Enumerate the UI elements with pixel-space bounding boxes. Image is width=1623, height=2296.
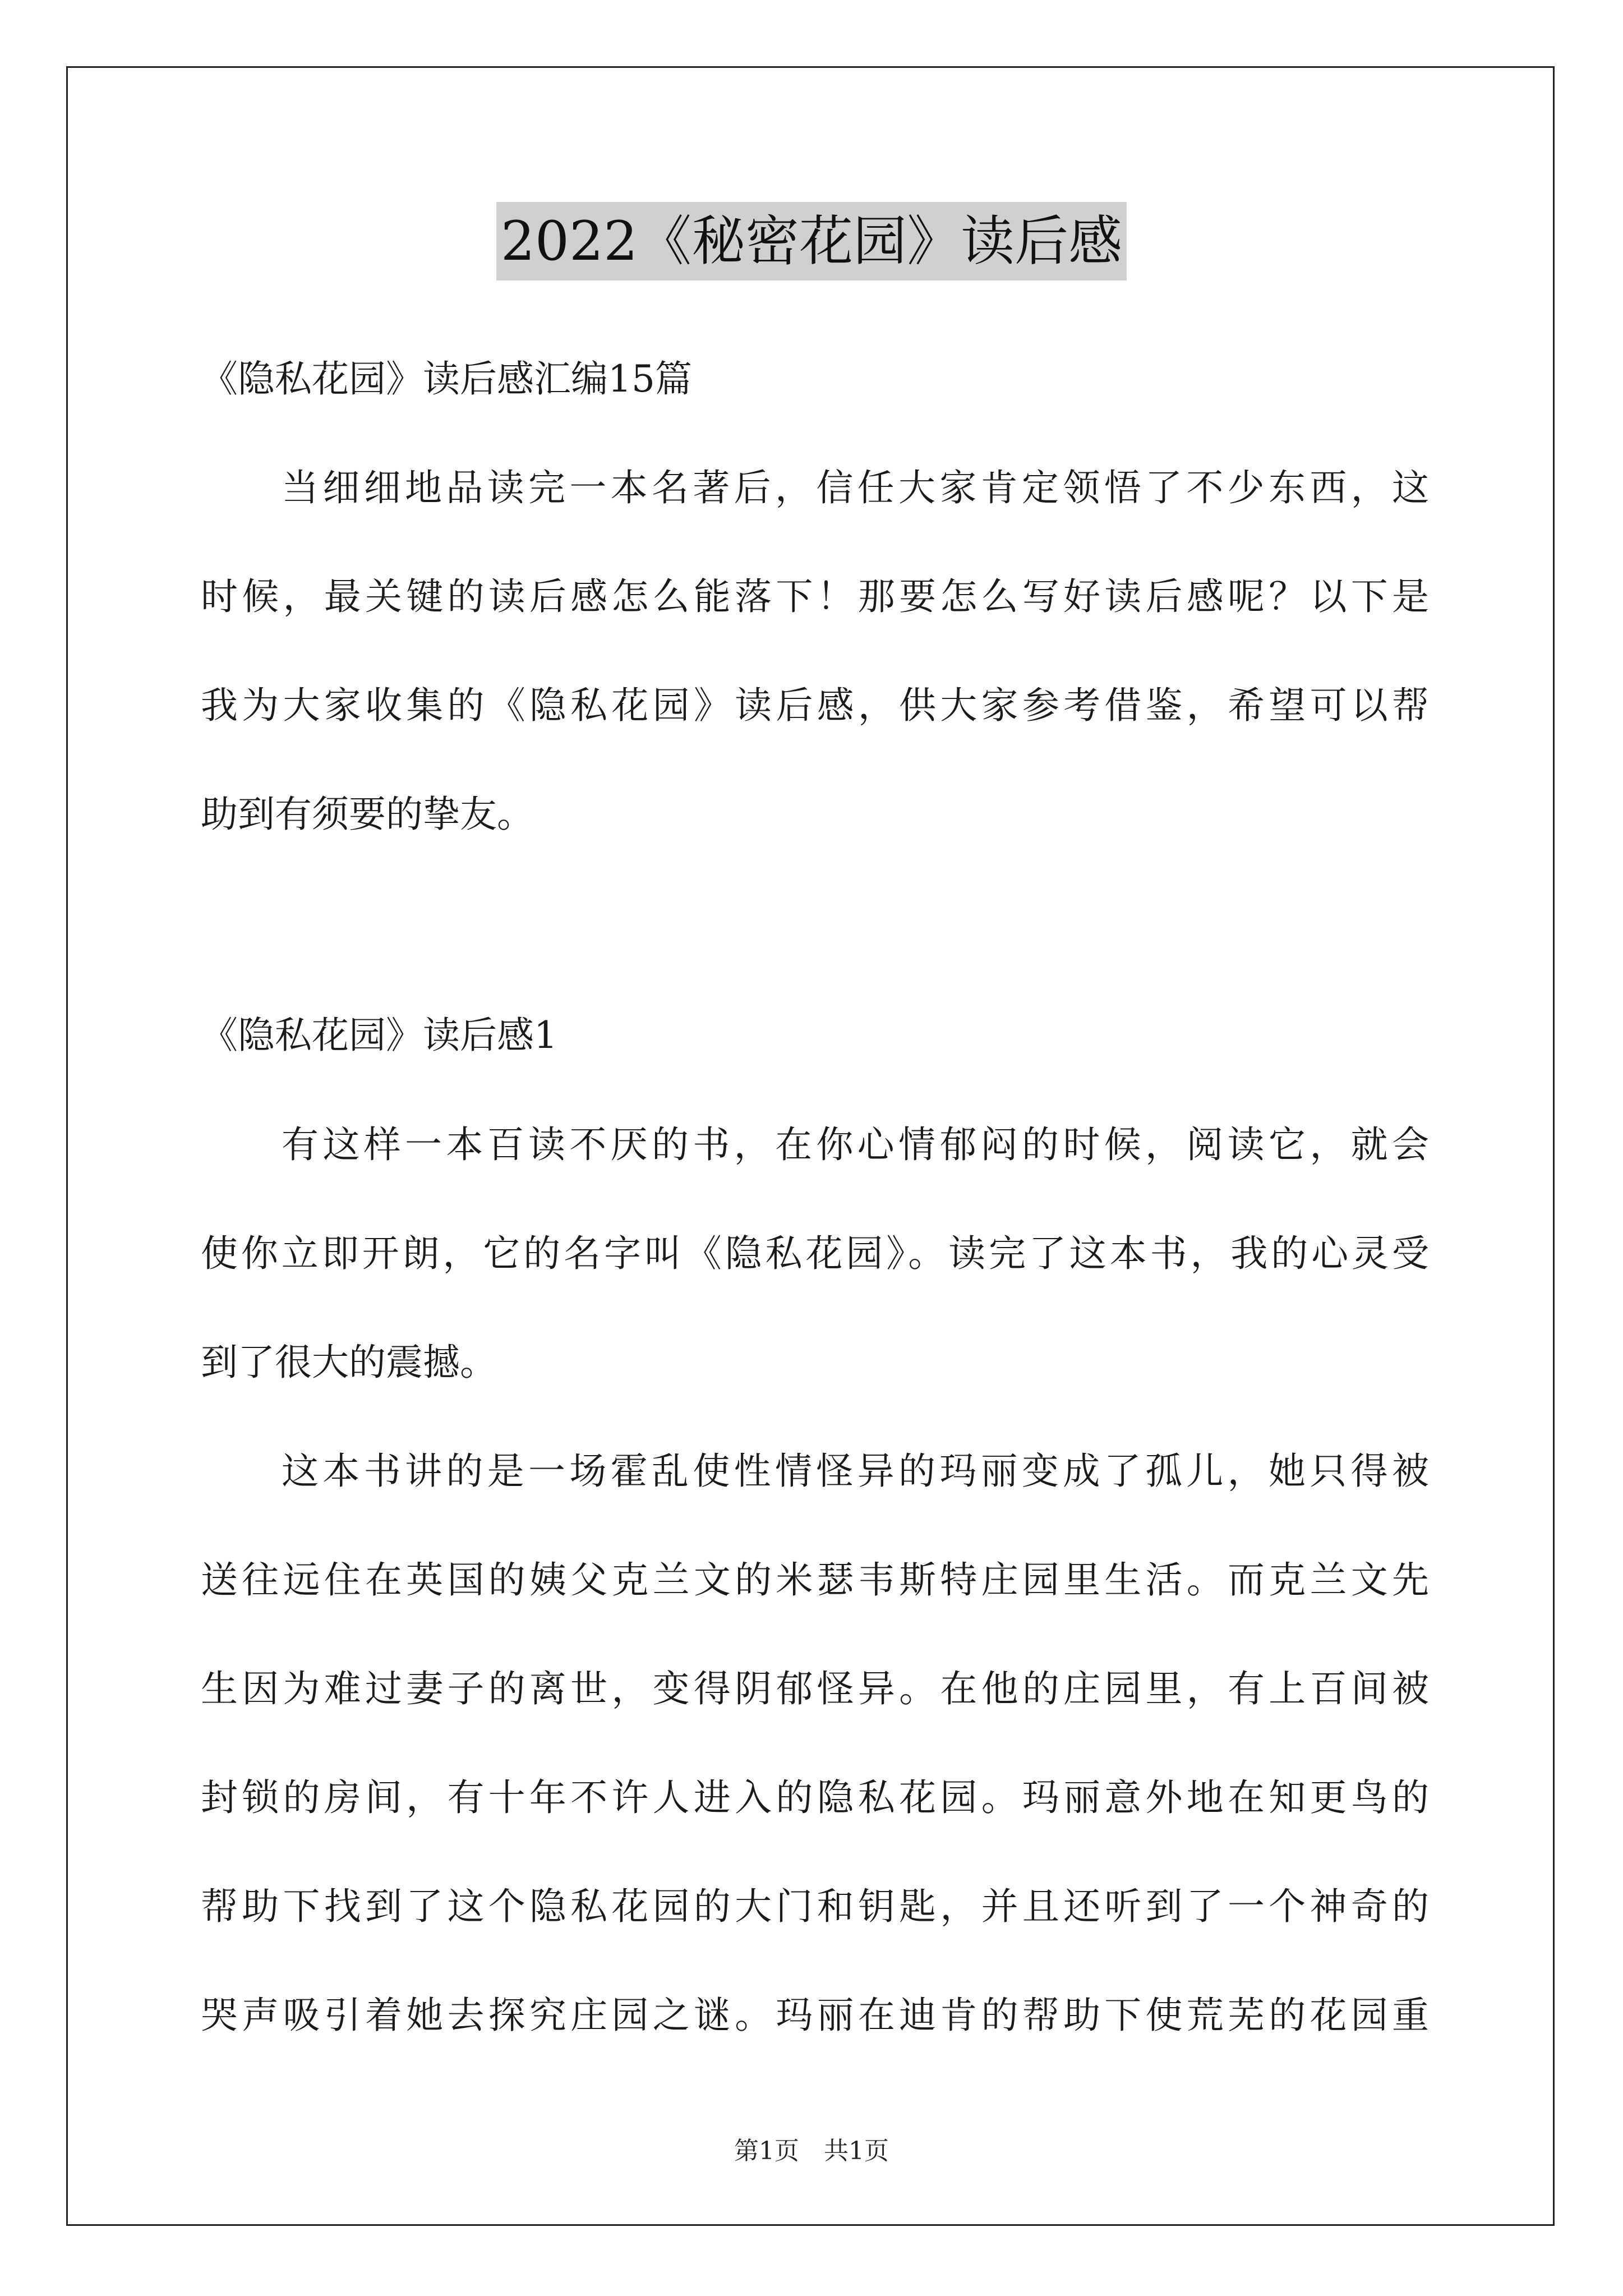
page-footer: 第1页 共1页 [734,2137,889,2165]
para1-line: 有这样一本百读不厌的书，在你心情郁闷的时候，阅读它，就会 [282,1123,1429,1166]
para2-line: 封锁的房间，有十年不许人进入的隐私花园。玛丽意外地在知更鸟的 [201,1776,1429,1819]
para2-line: 生因为难过妻子的离世，变得阴郁怪异。在他的庄园里，有上百间被 [201,1667,1429,1710]
intro-line: 当细细地品读完一本名著后，信任大家肯定领悟了不少东西，这 [282,466,1429,509]
para2-line: 这本书讲的是一场霍乱使性情怪异的玛丽变成了孤儿，她只得被 [282,1450,1429,1493]
intro-line: 助到有须要的挚友。 [201,793,534,836]
para2-line: 送往远住在英国的姨父克兰文的米瑟韦斯特庄园里生活。而克兰文先 [201,1558,1429,1602]
intro-line: 时候，最关键的读后感怎么能落下！那要怎么写好读后感呢？以下是 [201,575,1429,618]
para2-line: 哭声吸引着她去探究庄园之谜。玛丽在迪肯的帮助下使荒芜的花园重 [201,1994,1429,2037]
intro-line: 我为大家收集的《隐私花园》读后感，供大家参考借鉴，希望可以帮 [201,684,1429,727]
para1-line: 到了很大的震撼。 [201,1341,497,1384]
para1-line: 使你立即开朗，它的名字叫《隐私花园》。读完了这本书，我的心灵受 [201,1232,1429,1275]
para2-line: 帮助下找到了这个隐私花园的大门和钥匙，并且还听到了一个神奇的 [201,1885,1429,1928]
document-title: 2022《秘密花园》读后感 [496,202,1127,280]
title-container [0,202,1623,280]
section-heading: 《隐私花园》读后感1 [201,1014,557,1057]
document-subtitle: 《隐私花园》读后感汇编15篇 [201,357,692,401]
